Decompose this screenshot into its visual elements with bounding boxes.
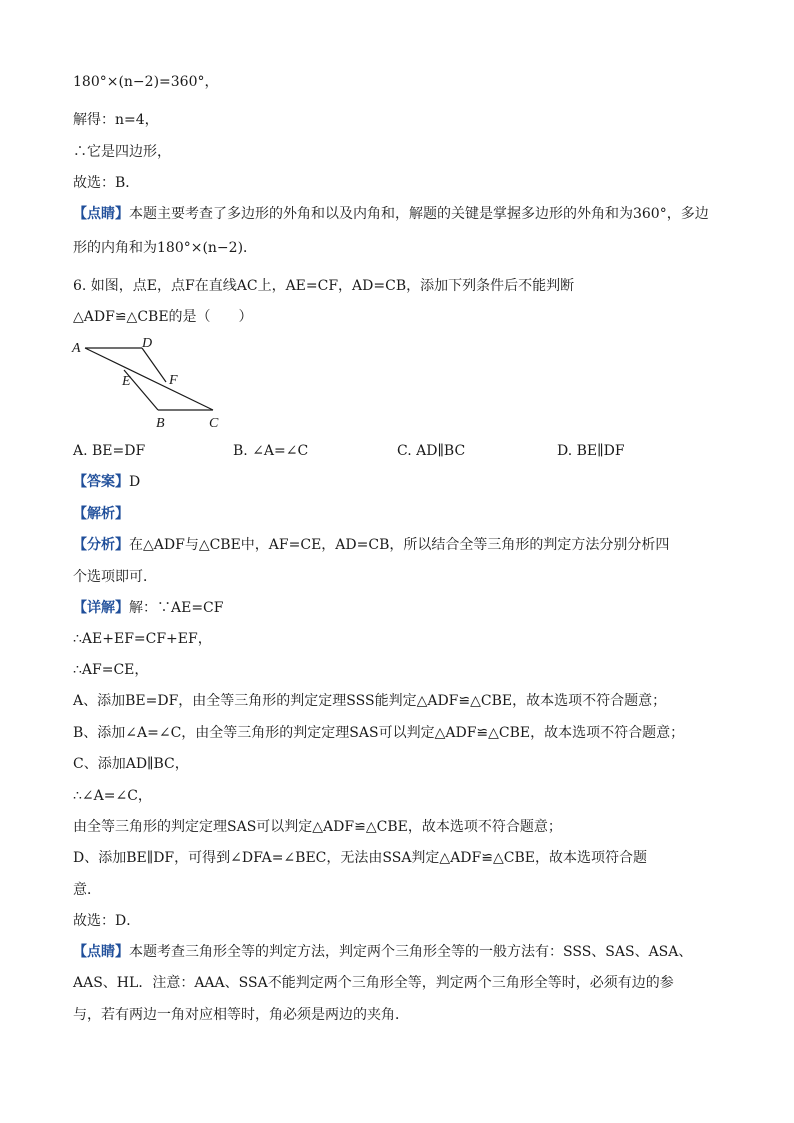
conclusion-line: ∴它是四边形， — [73, 144, 171, 160]
dianjing-tag: 【点睛】 — [73, 944, 129, 960]
detail-line-1 — [73, 598, 224, 618]
point-c-label: C — [209, 416, 219, 431]
point-b-label: B — [156, 416, 165, 431]
equation-line: 180°×(n−2)=360°， — [73, 74, 219, 90]
detail-line-11: 故选：D． — [73, 913, 141, 929]
option-d: D. BE∥DF — [557, 443, 625, 459]
comment-line — [73, 204, 709, 224]
detail-text-1: 解：∵AE=CF — [129, 600, 224, 616]
fenxi-line — [73, 535, 669, 555]
fenxi-tag: 【分析】 — [73, 537, 129, 553]
dianjing-text-1: 本题考查三角形全等的判定方法，判定两个三角形全等的一般方法有：SSS、SAS、ASA、 — [129, 944, 693, 960]
option-c: C. AD∥BC — [397, 443, 466, 459]
comment-line-2: 形的内角和为180°×(n−2)． — [73, 240, 258, 256]
geometry-figure — [68, 334, 238, 434]
fenxi-line-2: 个选项即可． — [73, 569, 157, 585]
detail-line-8: 由全等三角形的判定定理SAS可以判定△ADF≌△CBE，故本选项不符合题意； — [73, 819, 562, 835]
answer-line — [73, 472, 140, 492]
option-a: A. BE=DF — [73, 443, 146, 459]
analysis-heading — [73, 504, 129, 524]
analysis-tag: 【解析】 — [73, 506, 129, 522]
solve-line: 解得：n=4， — [73, 112, 159, 128]
detail-line-9: D、添加BE∥DF，可得到∠DFA=∠BEC，无法由SSA判定△ADF≌△CBE，故本选项符合题 — [73, 850, 647, 866]
question-stem-2: △ADF≌△CBE的是（ ） — [73, 309, 253, 325]
comment-tag: 【点睛】 — [73, 206, 129, 222]
dianjing-line-2: AAS、HL．注意：AAA、SSA不能判定两个三角形全等，判定两个三角形全等时，必须有边的参 — [73, 975, 674, 991]
detail-line-7: ∴∠A=∠C， — [73, 788, 152, 804]
detail-line-2: ∴AE+EF=CF+EF， — [73, 631, 212, 647]
point-f-label: F — [169, 373, 178, 388]
point-e-label: E — [122, 374, 131, 389]
comment-text: 本题主要考查了多边形的外角和以及内角和，解题的关键是掌握多边形的外角和为360°，多边 — [129, 206, 709, 222]
detail-line-10: 意． — [73, 882, 101, 898]
detail-line-4: A、添加BE=DF，由全等三角形的判定定理SSS能判定△ADF≌△CBE，故本选项不符合题意； — [73, 693, 667, 709]
answer-value: D — [129, 474, 141, 490]
fenxi-text: 在△ADF与△CBE中，AF=CE，AD=CB，所以结合全等三角形的判定方法分别分析四 — [129, 537, 670, 553]
choice-line: 故选：B． — [73, 175, 140, 191]
dianjing-line-1 — [73, 942, 692, 962]
answer-tag: 【答案】 — [73, 474, 129, 490]
question-stem: 6. 如图，点E，点F在直线AC上，AE=CF，AD=CB，添加下列条件后不能判断 — [73, 278, 575, 294]
dianjing-line-3: 与，若有两边一角对应相等时，角必须是两边的夹角． — [73, 1007, 409, 1023]
detail-line-3: ∴AF=CE， — [73, 662, 149, 678]
option-b: B. ∠A=∠C — [233, 443, 309, 459]
detail-line-6: C、添加AD∥BC， — [73, 756, 189, 772]
point-a-label: A — [72, 341, 81, 356]
detail-line-5: B、添加∠A=∠C，由全等三角形的判定定理SAS可以判定△ADF≌△CBE，故本选项不符合题意； — [73, 725, 685, 741]
point-d-label: D — [142, 336, 153, 351]
detail-tag: 【详解】 — [73, 600, 129, 616]
